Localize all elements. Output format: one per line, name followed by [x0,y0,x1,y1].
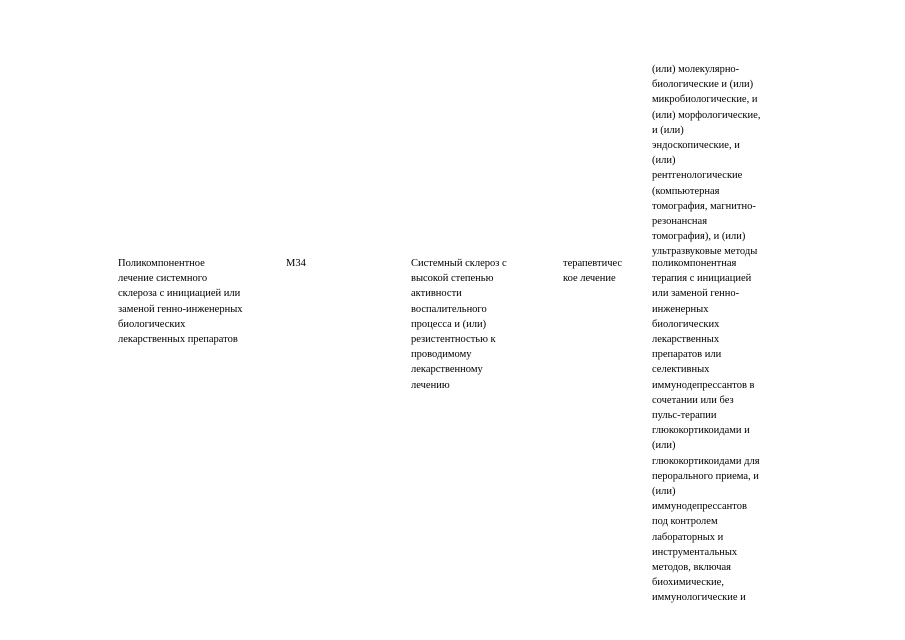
treatment-type-cell: терапевтичес кое лечение [563,258,623,285]
icd-code-cell: М34 [286,258,306,269]
method-continuation-cell: (или) молекулярно- биологические и (или) микробиологические, и (или) морфологические, и (или) эндоскопические, и (или) рентгенологические (компьютерная томография, магнитно- резонансная томография), и (или) ультразвуковые методы [652,64,761,258]
patient-model-cell: Системный склероз с высокой степенью активности воспалительного процесса и (или) резистентностью к проводимому лекарственному лечению [411,258,507,391]
treatment-name-cell: Поликомпонентное лечение системного склероза с инициацией или заменой генно-инженерных биологических лекарственных препаратов [118,258,243,346]
treatment-method-cell: поликомпонентная терапия с инициацией или заменой генно- инженерных биологических лекарственных препаратов или селективных иммунодепрессантов в сочетании или без пульс-терапии глюкокортикоидами и (или) глюкокортикоидами для перорального приема, и (или) иммунодепрессантов под контролем лабораторных и инструментальных методов, включая биохимические, иммунологические и [652,258,760,604]
